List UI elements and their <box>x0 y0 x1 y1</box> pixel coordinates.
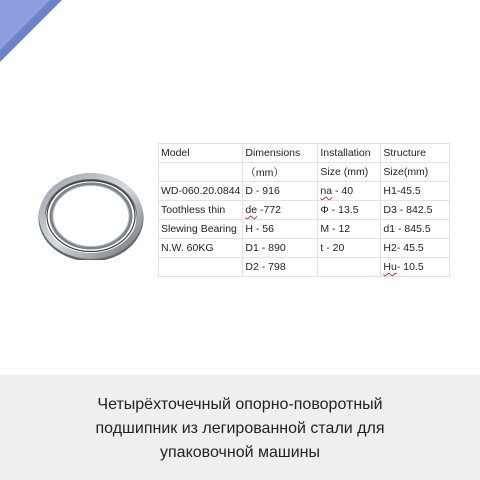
structure-cell: D3 - 842.5 <box>381 201 450 220</box>
installation-cell: na - 40 <box>318 182 381 201</box>
structure-cell: Hu- 10.5 <box>381 258 450 277</box>
dimension-cell: D2 - 798 <box>243 258 318 277</box>
dimension-cell: D - 916 <box>243 182 318 201</box>
model-cell <box>159 258 243 277</box>
installation-cell <box>318 258 381 277</box>
spec-table <box>158 143 450 277</box>
model-cell: N.W. 60KG <box>159 239 243 258</box>
installation-cell: t - 20 <box>318 239 381 258</box>
table-row <box>159 239 450 258</box>
header-dimensions-unit: （mm） <box>243 163 318 182</box>
table-row <box>159 220 450 239</box>
header-structure-unit: Size(mm) <box>381 163 450 182</box>
corner-ribbon <box>0 0 62 62</box>
header-structure: Structure <box>381 144 450 163</box>
structure-cell: H1-45.5 <box>381 182 450 201</box>
table-row <box>159 182 450 201</box>
model-cell: Slewing Bearing <box>159 220 243 239</box>
table-row <box>159 163 450 182</box>
slewing-bearing-ring-icon <box>38 172 144 260</box>
model-cell: WD-060.20.0844 <box>159 182 243 201</box>
table-row <box>159 201 450 220</box>
installation-cell: M - 12 <box>318 220 381 239</box>
dimension-cell: H - 56 <box>243 220 318 239</box>
structure-cell: H2- 45.5 <box>381 239 450 258</box>
header-model-blank <box>159 163 243 182</box>
structure-cell: d1 - 845.5 <box>381 220 450 239</box>
model-cell: Toothless thin <box>159 201 243 220</box>
header-installation: Installation <box>318 144 381 163</box>
header-model: Model <box>159 144 243 163</box>
dimension-cell: D1 - 890 <box>243 239 318 258</box>
installation-cell: Φ - 13.5 <box>318 201 381 220</box>
header-dimensions: Dimensions <box>243 144 318 163</box>
header-installation-unit: Size (mm) <box>318 163 381 182</box>
product-caption: Четырёхточечный опорно-поворотный подшипник из легированной стали для упаковочной машины <box>95 396 385 461</box>
table-row <box>159 258 450 277</box>
dimension-cell: de -772 <box>243 201 318 220</box>
table-row <box>159 144 450 163</box>
